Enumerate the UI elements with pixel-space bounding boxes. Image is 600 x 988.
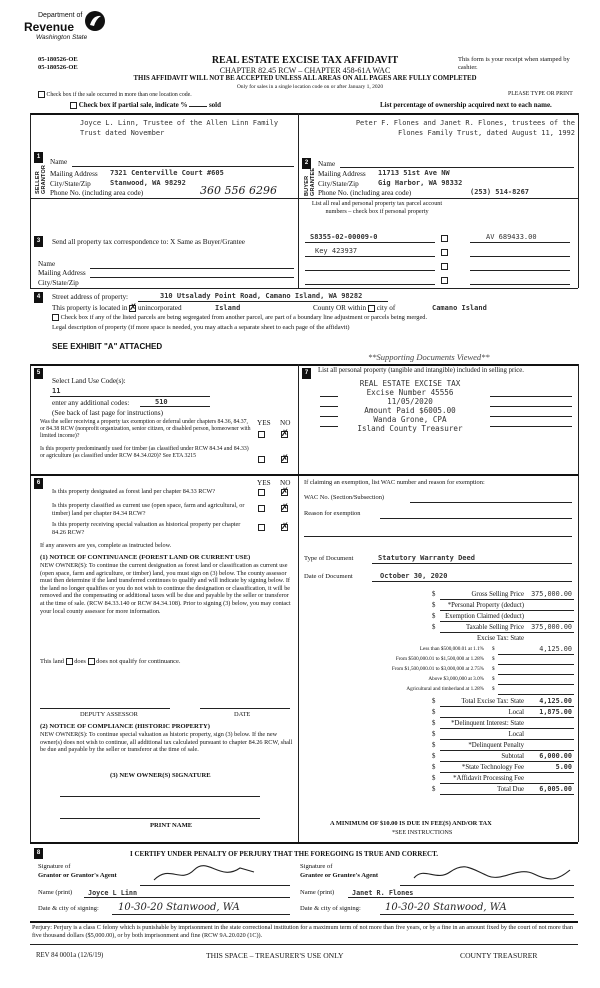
notice2-title: (2) NOTICE OF COMPLIANCE (HISTORIC PROPERTY) bbox=[40, 723, 210, 730]
tier-row-3-label: Above $3,000,000 at 3.0% bbox=[428, 676, 484, 682]
total-row-2-label: *Delinquent Interest: State bbox=[451, 720, 524, 727]
s6-q1-no-checkbox[interactable]: ✗ bbox=[281, 486, 289, 497]
city-checkbox[interactable] bbox=[368, 305, 375, 312]
stamp-line-2: Excise Number 45556 bbox=[366, 388, 454, 397]
seller-name-label: Name bbox=[50, 158, 68, 166]
if-yes-note: If any answers are yes, complete as instructed below. bbox=[40, 542, 172, 549]
s3-city-label: City/State/Zip bbox=[38, 279, 79, 287]
located-label: This property is located in bbox=[52, 304, 128, 312]
unincorporated-label: unincorporated bbox=[138, 304, 182, 312]
calc-row-2-dollar: $ bbox=[432, 613, 436, 620]
seller-name-value[interactable]: Joyce L. Linn, Trustee of the Allen Linn Family Trust dated November bbox=[80, 119, 279, 137]
exhibit-text: SEE EXHIBIT "A" ATTACHED bbox=[52, 342, 163, 351]
s3-mailing-label: Mailing Address bbox=[38, 269, 86, 277]
buyer-phone-value[interactable]: (253) 514-8267 bbox=[470, 188, 530, 196]
seller-phone-value[interactable]: 360 556 6296 bbox=[200, 184, 277, 197]
tier-row-4-dollar: $ bbox=[492, 686, 495, 692]
parcel-4-checkbox[interactable] bbox=[441, 277, 448, 284]
logo-line2: Revenue bbox=[24, 20, 75, 34]
seller-side-label: SELLER GRANTOR bbox=[35, 164, 47, 194]
parcel-2[interactable]: Key 423937 bbox=[315, 247, 358, 255]
s6-q3-no-checkbox[interactable]: ✗ bbox=[281, 521, 289, 532]
does-label: does bbox=[74, 658, 86, 665]
treasurer-stamp bbox=[340, 379, 480, 433]
revenue-logo-icon bbox=[84, 10, 106, 32]
county-row bbox=[313, 304, 395, 312]
total-row-6-dollar: $ bbox=[432, 764, 436, 771]
unincorporated-checkbox[interactable]: ✗ bbox=[129, 302, 137, 313]
total-row-8-label: Total Due bbox=[497, 786, 524, 793]
calc-row-1-label: *Personal Property (deduct) bbox=[447, 602, 524, 609]
grantee-date-label: Date & city of signing: bbox=[300, 905, 361, 912]
total-row-2-dollar: $ bbox=[432, 720, 436, 727]
does-checkbox[interactable] bbox=[66, 658, 73, 665]
parcel-header: List all real and personal property tax parcel account numbers – check box if personal property bbox=[311, 200, 443, 215]
multi-location-label: Check box if the sale occurred in more than one location code. bbox=[46, 91, 192, 98]
stamp-line-3: 11/05/2020 bbox=[387, 397, 433, 406]
doc-date-value[interactable]: October 30, 2020 bbox=[380, 572, 448, 580]
grantor-signature[interactable] bbox=[150, 862, 260, 886]
total-row-6-value[interactable]: 5.00 bbox=[555, 763, 572, 771]
treasurer-use-only: THIS SPACE – TREASURER'S USE ONLY bbox=[206, 951, 344, 960]
total-row-4-label: *Delinquent Penalty bbox=[468, 742, 524, 749]
doc-type-value[interactable]: Statutory Warranty Deed bbox=[378, 554, 475, 562]
grantor-date-value[interactable]: 10-30-20 Stanwood, WA bbox=[118, 902, 240, 913]
s6-no: NO bbox=[280, 479, 291, 487]
grantor-name-label: Name (print) bbox=[38, 889, 73, 896]
total-row-3-label: Local bbox=[508, 731, 524, 738]
deputy-date: DATE bbox=[234, 711, 251, 718]
street-label: Street address of property: bbox=[52, 293, 129, 301]
grantor-sig-label-1: Signature of bbox=[38, 863, 71, 870]
total-row-8-dollar: $ bbox=[432, 786, 436, 793]
tier-row-0-value[interactable]: 4,125.00 bbox=[539, 645, 572, 653]
tier-row-0-dollar: $ bbox=[492, 646, 495, 652]
form-warning: THIS AFFIDAVIT WILL NOT BE ACCEPTED UNLESS ALL AREAS ON ALL PAGES ARE FULLY COMPLETED bbox=[133, 75, 477, 82]
s5-q1: Was the seller receiving a property tax exemption or deferral under chapters 84.36, 84.37, or 84.38 RCW (nonprofit organization, senior citizen, or disabled person, homeowner with limited income)? bbox=[40, 419, 251, 439]
legal-label: Legal description of property (if more space is needed, you may attach a separate sheet to each page of the affidavit) bbox=[52, 324, 350, 331]
total-row-0-label: Total Excise Tax: State bbox=[461, 698, 524, 705]
wac-label: WAC No. (Section/Subsection) bbox=[304, 494, 385, 501]
s6-yes: YES bbox=[257, 479, 271, 487]
buyer-city-value[interactable]: Gig Harbor, WA 98332 bbox=[378, 179, 463, 187]
s6-q1: Is this property designated as forest land per chapter 84.33 RCW? bbox=[52, 488, 216, 495]
partial-sale-checkbox[interactable] bbox=[70, 102, 77, 109]
parcel-1-checkbox[interactable] bbox=[441, 235, 448, 242]
buyer-phone-label: Phone No. (including area code) bbox=[318, 189, 412, 197]
parcel-2-checkbox[interactable] bbox=[441, 249, 448, 256]
reason-label: Reason for exemption bbox=[304, 510, 361, 517]
grantee-name-label: Name (print) bbox=[300, 889, 335, 896]
new-owner-signature: (3) NEW OWNER(S) SIGNATURE bbox=[110, 772, 211, 779]
total-row-7-dollar: $ bbox=[432, 775, 436, 782]
assessed-value[interactable]: AV 689433.00 bbox=[486, 233, 537, 241]
stamp-line-1: REAL ESTATE EXCISE TAX bbox=[359, 379, 461, 388]
partial-sale-row bbox=[70, 101, 221, 109]
total-row-5-label: Subtotal bbox=[501, 753, 524, 760]
tier-row-3-dollar: $ bbox=[492, 676, 495, 682]
s5-yes: YES bbox=[257, 419, 271, 427]
total-row-6-label: *State Technology Fee bbox=[461, 764, 524, 771]
stamp-line-4: Amount Paid $6005.00 bbox=[364, 406, 456, 415]
additional-codes-label: enter any additional codes: bbox=[52, 399, 130, 407]
s5-q2-yes-checkbox[interactable] bbox=[258, 456, 265, 463]
notice1-title: (1) NOTICE OF CONTINUANCE (FOREST LAND OR CURRENT USE) bbox=[40, 554, 251, 561]
stamp-line-5: Wanda Grone, CPA bbox=[373, 415, 447, 424]
calc-row-2-label: Exemption Claimed (deduct) bbox=[445, 613, 524, 620]
county-value[interactable]: Island bbox=[215, 304, 241, 312]
calc-row-0-label: Gross Selling Price bbox=[471, 591, 524, 598]
s6-q3-yes-checkbox[interactable] bbox=[258, 524, 265, 531]
grantee-signature[interactable] bbox=[410, 862, 575, 886]
total-row-5-dollar: $ bbox=[432, 753, 436, 760]
s5-q2: Is this property predominantly used for timber (as classified under RCW 84.34 and 84.33) or agriculture (as classified under RCW 84.34.020)? See ETA 3215 bbox=[40, 446, 249, 459]
s5-no: NO bbox=[280, 419, 291, 427]
tier-row-2-dollar: $ bbox=[492, 666, 495, 672]
personal-property-instruction: List all personal property (tangible and intangible) included in selling price. bbox=[318, 367, 524, 374]
total-row-1-value[interactable]: 1,875.00 bbox=[539, 708, 572, 716]
seller-mailing-value[interactable]: 7321 Centerville Court #605 bbox=[110, 169, 224, 177]
s3-name-label: Name bbox=[38, 260, 56, 268]
total-row-8-value[interactable]: 6,005.00 bbox=[539, 785, 572, 793]
list-percentage: List percentage of ownership acquired next to each name. bbox=[380, 101, 552, 109]
form-code-2: 05-180526-OE bbox=[38, 64, 78, 71]
multi-location-checkbox[interactable] bbox=[38, 91, 45, 98]
grantee-sig-label-2: Grantee or Grantee's Agent bbox=[300, 872, 379, 879]
buyer-city-label: City/State/Zip bbox=[318, 180, 359, 188]
logo-line1: Department of bbox=[38, 12, 83, 19]
does-not-label: does not qualify for continuance. bbox=[96, 658, 181, 665]
tier-row-0-label: Less than $500,000.01 at 1.1% bbox=[419, 646, 484, 652]
stamp-line-6: Island County Treasurer bbox=[357, 424, 463, 433]
s6-q2-yes-checkbox[interactable] bbox=[258, 505, 265, 512]
grantor-date-label: Date & city of signing: bbox=[38, 905, 99, 912]
seller-mailing-label: Mailing Address bbox=[50, 170, 98, 178]
seller-city-label: City/State/Zip bbox=[50, 180, 91, 188]
county-treasurer: COUNTY TREASURER bbox=[460, 951, 538, 960]
this-land-label: This land bbox=[40, 658, 64, 665]
additional-codes-value[interactable]: 510 bbox=[155, 398, 168, 406]
doc-type-label: Type of Document bbox=[304, 555, 354, 562]
wac-prompt: If claiming an exemption, list WAC number and reason for exemption: bbox=[304, 479, 485, 486]
s6-q2-no-checkbox[interactable]: ✗ bbox=[281, 502, 289, 513]
supporting-docs: **Supporting Documents Viewed** bbox=[368, 352, 490, 362]
calc-row-3-dollar: $ bbox=[432, 624, 436, 631]
logo-line3: Washington State bbox=[36, 34, 88, 41]
calc-row-3-value[interactable]: 375,000.00 bbox=[531, 623, 572, 631]
buyer-mailing-value[interactable]: 11713 51st Ave NW bbox=[378, 169, 450, 177]
section-5-badge: 5 bbox=[34, 368, 43, 379]
s5-q2-no-checkbox[interactable]: ✗ bbox=[281, 453, 289, 464]
parcel-3-checkbox[interactable] bbox=[441, 263, 448, 270]
print-name: PRINT NAME bbox=[150, 822, 193, 829]
section-1-badge: 1 bbox=[34, 152, 43, 163]
form-number: REV 84 0001a (12/6/19) bbox=[36, 952, 104, 959]
buyer-mailing-label: Mailing Address bbox=[318, 170, 366, 178]
minimum-note: A MINIMUM OF $10.00 IS DUE IN FEE(S) AND/OR TAX bbox=[330, 820, 492, 827]
seller-phone-label: Phone No. (including area code) bbox=[50, 189, 144, 197]
segregated-label: Check box if any of the listed parcels are being segregated from another parcel, are part of a boundary line adjustment or parcels being merged. bbox=[60, 314, 428, 321]
seller-city-value[interactable]: Stanwood, WA 98292 bbox=[110, 179, 186, 187]
street-value[interactable]: 310 Utsalady Point Road, Camano Island, WA 98282 bbox=[160, 292, 363, 300]
s6-q3: Is this property receiving special valuation as historical property per chapter 84.26 RCW? bbox=[52, 521, 241, 536]
buyer-name-label: Name bbox=[318, 160, 336, 168]
total-row-1-label: Local bbox=[508, 709, 524, 716]
calc-row-0-dollar: $ bbox=[432, 591, 436, 598]
grantor-name-value[interactable]: Joyce L Linn bbox=[88, 889, 138, 897]
notice1-text: NEW OWNER(S): To continue the current designation as forest land or classification as current use (open space, farm and agriculture, or timber) land, you must sign on (3) below. The county assessor must then determine if the land transferred continues to qualify and will indicate by signing below. If the land no longer qualifies or you do not wish to continue the designation or classification, it will be removed and the compensating or additional taxes will be due and payable by the seller or transferor at the time of sale. (RCW 84.33.140 or RCW 84.34.108). Prior to signing (3) below, you may contact your local county assessor for more information. bbox=[40, 562, 291, 615]
deputy-assessor: DEPUTY ASSESSOR bbox=[80, 711, 138, 718]
grantee-sig-label-1: Signature of bbox=[300, 863, 333, 870]
city-value[interactable]: Camano Island bbox=[432, 304, 487, 312]
calc-row-0-value[interactable]: 375,000.00 bbox=[531, 590, 572, 598]
grantee-date-value[interactable]: 10-30-20 Stanwood, WA bbox=[385, 902, 507, 913]
form-code-1: 05-180526-OE bbox=[38, 56, 78, 63]
see-back: (See back of last page for instructions) bbox=[52, 409, 163, 417]
tier-row-2-label: From $1,500,000.01 to $3,000,000 at 2.75% bbox=[391, 666, 484, 672]
located-row bbox=[52, 304, 182, 312]
total-row-3-dollar: $ bbox=[432, 731, 436, 738]
sold-label: sold bbox=[208, 101, 222, 109]
s5-q1-no-checkbox[interactable]: ✗ bbox=[281, 428, 289, 439]
city-of-label: city of bbox=[376, 304, 396, 312]
multi-location-row bbox=[38, 91, 192, 98]
total-row-0-value[interactable]: 4,125.00 bbox=[539, 697, 572, 705]
receipt-note: This form is your receipt when stamped by cashier. bbox=[458, 56, 570, 71]
s6-q1-yes-checkbox[interactable] bbox=[258, 489, 265, 496]
notice2-text: NEW OWNER(S): To continue special valuation as historic property, sign (3) below. If the new owner(s) does not wish to continue, all additional tax calculated pursuant to chapter 84.26 RCW, shall be due and payable by the seller or transferor at the time of sale. bbox=[40, 731, 293, 754]
land-use-label: Select Land Use Code(s): bbox=[52, 377, 126, 385]
land-use-value[interactable]: 11 bbox=[52, 387, 61, 395]
s5-q1-yes-checkbox[interactable] bbox=[258, 431, 265, 438]
form-subtitle: CHAPTER 82.45 RCW – CHAPTER 458-61A WAC bbox=[219, 66, 391, 75]
please-type: PLEASE TYPE OR PRINT bbox=[508, 91, 573, 97]
calc-row-1-dollar: $ bbox=[432, 602, 436, 609]
section-2-badge: 2 bbox=[302, 158, 311, 169]
tier-row-4-label: Agricultural and timberland at 1.28% bbox=[406, 686, 484, 692]
grantee-sig-label bbox=[300, 862, 378, 880]
segregated-row bbox=[52, 314, 427, 321]
total-row-5-value[interactable]: 6,000.00 bbox=[539, 752, 572, 760]
total-row-1-dollar: $ bbox=[432, 709, 436, 716]
total-row-0-dollar: $ bbox=[432, 698, 436, 705]
parcel-1[interactable]: S8355-02-00009-0 bbox=[310, 233, 378, 241]
section-4-badge: 4 bbox=[34, 292, 43, 303]
section-3-badge: 3 bbox=[34, 236, 43, 247]
excise-state-row-label: Excise Tax: State bbox=[477, 635, 524, 642]
grantor-sig-label bbox=[38, 862, 117, 880]
logo bbox=[14, 10, 114, 50]
continuance-row bbox=[40, 658, 180, 665]
certify-statement: I CERTIFY UNDER PENALTY OF PERJURY THAT THE FOREGOING IS TRUE AND CORRECT. bbox=[130, 850, 439, 858]
buyer-name-value[interactable]: Peter F. Flones and Janet R. Flones, trustees of the Flones Family Trust, dated August 11, 1992 bbox=[355, 119, 575, 137]
sales-note: Only for sales in a single location code on or after January 1, 2020 bbox=[236, 84, 384, 90]
total-row-4-dollar: $ bbox=[432, 742, 436, 749]
see-instructions: *SEE INSTRUCTIONS bbox=[392, 829, 453, 836]
section-7-badge: 7 bbox=[302, 368, 311, 379]
perjury-notice: Perjury: Perjury is a class C felony which is punishable by imprisonment in the state correctional institution for a maximum term of not more than five years, or by a fine in an amount fixed by the court of not more than five thousand dollars ($5,000.00), or by both imprisonment and fine (RCW 9A.20.020 (1C)). bbox=[32, 924, 573, 939]
tier-row-1-label: From $500,000.01 to $1,500,000 at 1.28% bbox=[395, 656, 484, 662]
county-label: County OR within bbox=[313, 304, 367, 312]
form-title: REAL ESTATE EXCISE TAX AFFIDAVIT bbox=[211, 55, 399, 66]
does-not-checkbox[interactable] bbox=[88, 658, 95, 665]
correspondence-instruction: Send all property tax correspondence to: X Same as Buyer/Grantee bbox=[52, 238, 245, 246]
grantor-sig-label-2: Grantor or Grantor's Agent bbox=[38, 872, 117, 879]
segregated-checkbox[interactable] bbox=[52, 314, 59, 321]
tier-row-1-dollar: $ bbox=[492, 656, 495, 662]
section-6-badge: 6 bbox=[34, 478, 43, 489]
partial-sale-label: Check box if partial sale, indicate % bbox=[78, 101, 188, 109]
section-8-badge: 8 bbox=[34, 848, 43, 859]
total-row-7-label: *Affidavit Processing Fee bbox=[453, 775, 524, 782]
s6-q2: Is this property classified as current use (open space, farm and agricultural, or timber) land per chapter 84.34 RCW? bbox=[52, 502, 245, 517]
calc-row-3-label: Taxable Selling Price bbox=[465, 624, 524, 631]
doc-date-label: Date of Document bbox=[304, 573, 353, 580]
grantee-name-value[interactable]: Janet R. Flones bbox=[352, 889, 414, 897]
buyer-side-label: BUYER GRANTEE bbox=[304, 167, 316, 196]
